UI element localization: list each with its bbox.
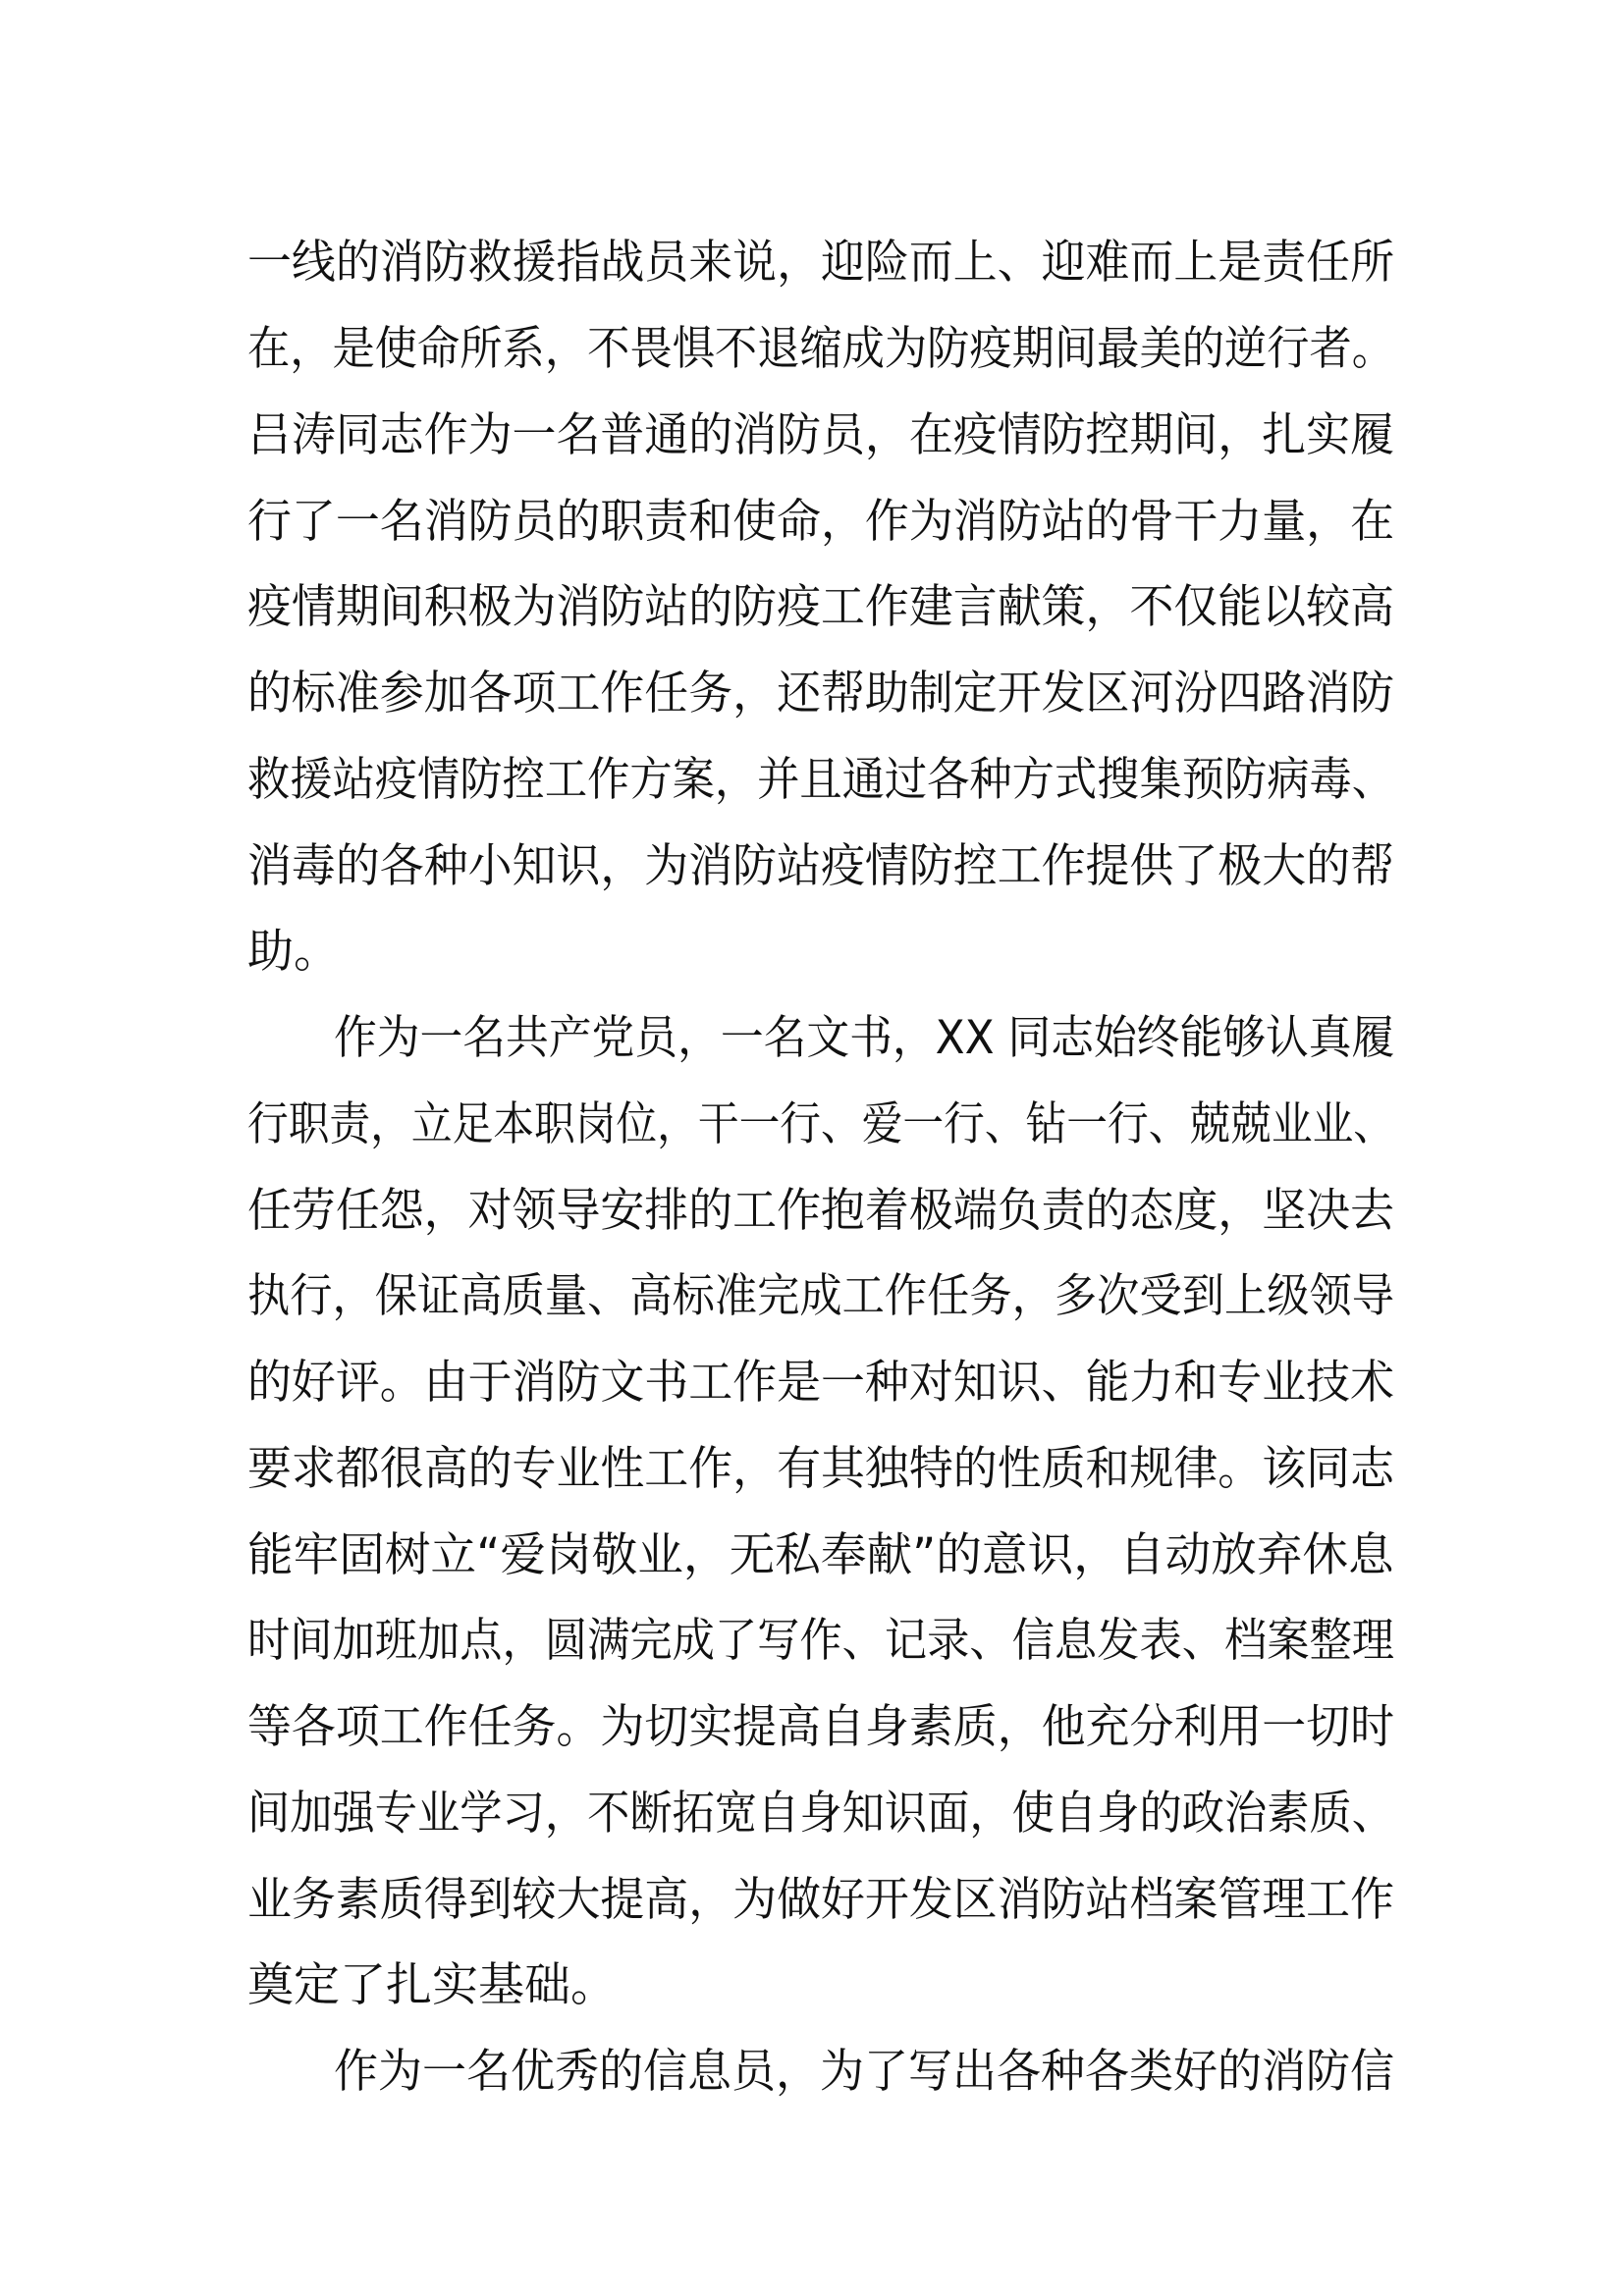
- text-line: 间加强专业学习，不断拓宽自身知识面，使自身的政治素质、: [247, 1787, 1394, 1841]
- text-line: 在，是使命所系，不畏惧不退缩成为防疫期间最美的逆行者。: [247, 322, 1394, 376]
- text-line: 业务素质得到较大提高，为做好开发区消防站档案管理工作: [247, 1873, 1394, 1927]
- text-line: 一线的消防救援指战员来说，迎险而上、迎难而上是责任所: [247, 236, 1394, 290]
- text-line: 任劳任怨，对领导安排的工作抱着极端负责的态度，坚决去: [247, 1184, 1394, 1238]
- text-line: 救援站疫情防控工作方案，并且通过各种方式搜集预防病毒、: [247, 753, 1394, 807]
- text-line: 能牢固树立“爱岗敬业，无私奉献”的意识，自动放弃休息: [247, 1528, 1394, 1582]
- text-line: 要求都很高的专业性工作，有其独特的性质和规律。该同志: [247, 1442, 1394, 1496]
- text-line: 执行，保证高质量、高标准完成工作任务，多次受到上级领导: [247, 1269, 1394, 1323]
- text-line: 等各项工作任务。为切实提高自身素质，他充分利用一切时: [247, 1700, 1394, 1754]
- text-line: 行职责，立足本职岗位，干一行、爱一行、钻一行、兢兢业业、: [247, 1097, 1394, 1151]
- text-line: 的标准参加各项工作任务，还帮助制定开发区河汾四路消防: [247, 667, 1394, 721]
- text-line: 的好评。由于消防文书工作是一种对知识、能力和专业技术: [247, 1356, 1394, 1410]
- text-line: 疫情期间积极为消防站的防疫工作建言献策，不仅能以较高: [247, 580, 1394, 634]
- text-line: 时间加班加点，圆满完成了写作、记录、信息发表、档案整理: [247, 1614, 1394, 1668]
- text-line: 行了一名消防员的职责和使命，作为消防站的骨干力量，在: [247, 495, 1394, 549]
- text-line: 助。: [247, 925, 340, 979]
- text-line: 奠定了扎实基础。: [247, 1958, 617, 2012]
- text-line: 消毒的各种小知识，为消防站疫情防控工作提供了极大的帮: [247, 839, 1394, 893]
- text-line: 吕涛同志作为一名普通的消防员，在疫情防控期间，扎实履: [247, 408, 1394, 462]
- paragraph-first-line: 作为一名共产党员，一名文书，XX 同志始终能够认真履: [334, 1011, 1395, 1065]
- paragraph-first-line: 作为一名优秀的信息员，为了写出各种各类好的消防信: [334, 2045, 1394, 2099]
